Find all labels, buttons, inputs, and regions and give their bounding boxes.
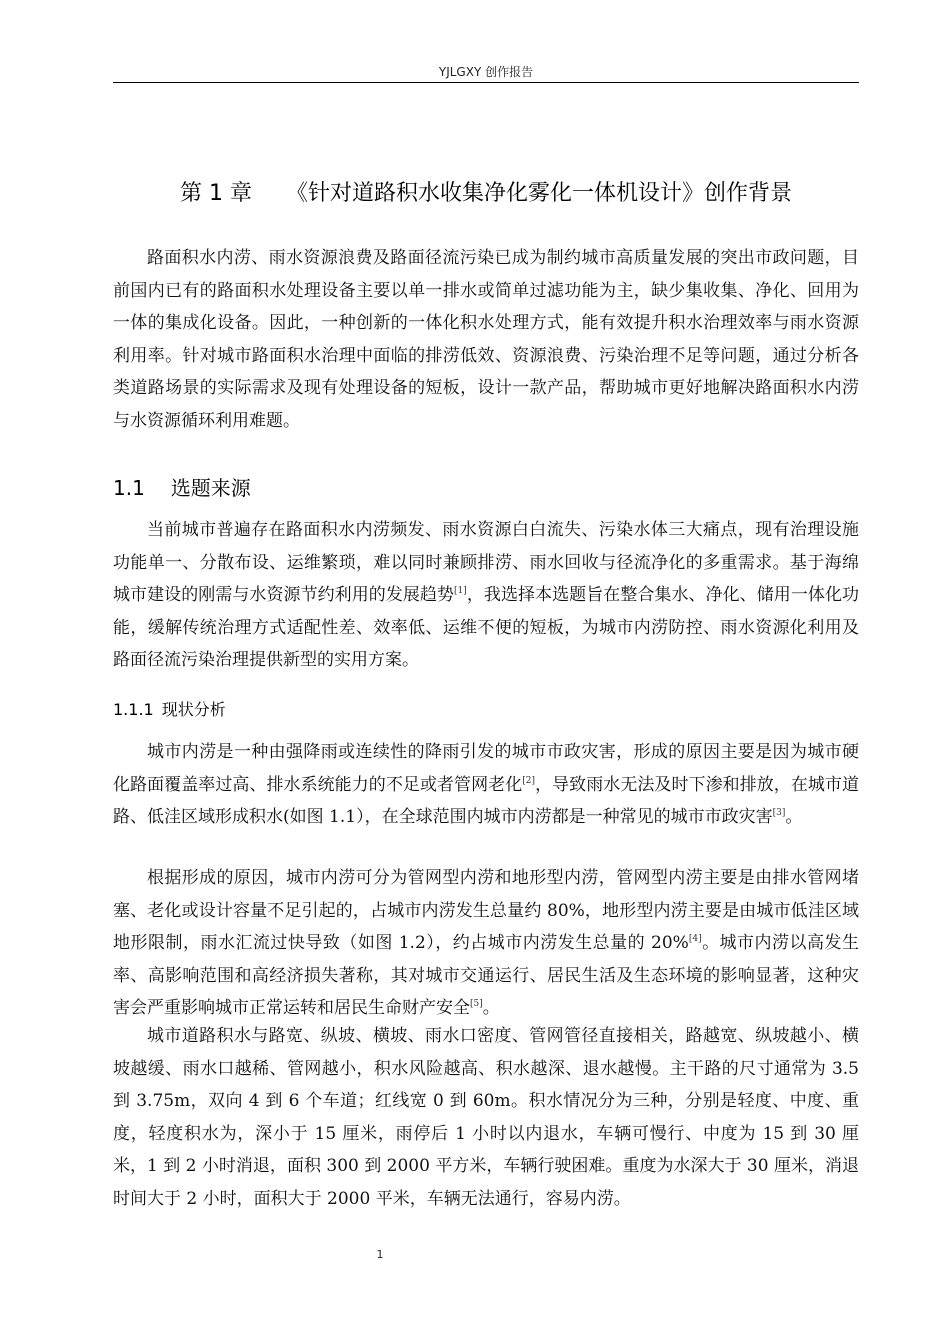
subsection-title-text: 现状分析 [161,700,226,719]
citation-ref: [3] [772,808,786,819]
chapter-label: 第 1 章 [180,181,252,206]
section-title-text: 选题来源 [170,476,251,500]
header-divider [113,82,859,83]
citation-ref: [5] [470,999,483,1010]
chapter-title-text: 《针对道路积水收集净化雾化一体机设计》创作背景 [285,181,792,206]
citation-ref: [1] [454,586,467,597]
paragraph-text: 。 [482,998,500,1019]
section-1-1-paragraph [113,514,859,677]
citation-ref: [2] [522,775,536,786]
paragraph-text: 。城市内涝以高发生率、高影响范围和高经济损失著称，其对城市交通运行、居民生活及生态环境的影响显著，这种灾害会严重影响城市正常运转和居民生命财产安全 [113,933,859,1019]
section-heading-1-1 [113,472,251,504]
chapter-title [113,176,859,212]
page-header: YJLGXY 创作报告 [438,65,534,79]
citation-ref: [4] [688,934,702,945]
page-number: 1 [376,1248,384,1261]
paragraph-text: 当前城市普遍存在路面积水内涝频发、雨水资源白白流失、污染水体三大痛点，现有治理设施功能单一、分散布设、运维繁琐，难以同时兼顾排涝、雨水回收与径流净化的多重需求。基于海绵城市建设的刚需与水资源节约利用的发展趋势 [113,520,859,606]
section-number: 1.1 [113,476,145,500]
intro-paragraph: 路面积水内涝、雨水资源浪费及路面径流污染已成为制约城市高质量发展的突出市政问题，目前国内已有的路面积水处理设备主要以单一排水或简单过滤功能为主，缺少集收集、净化、回用为一体的集成化设备。因此，一种创新的一体化积水处理方式，能有效提升积水治理效率与雨水资源利用率。针对城市路面积水治理中面临的排涝低效、资源浪费、污染治理不足等问题，通过分析各类道路场景的实际需求及现有处理设备的短板，设计一款产品，帮助城市更好地解决路面积水内涝与水资源循环利用难题。 [113,248,859,431]
status-paragraph-3: 城市道路积水与路宽、纵坡、横坡、雨水口密度、管网管径直接相关，路越宽、纵坡越小、横坡越缓、雨水口越稀、管网越小，积水风险越高、积水越深、退水越慢。主干路的尺寸通常为 3.5 到 3.75m，双向 4 到 6 个车道；红线宽 0 到 60m。积水情况分为三种，分别是轻度、中度、重度，轻度积水为，深小于 15 厘米，雨停后 1 小时以内退水，车辆可慢行、中度为 15 到 30 厘米，1 到 2 小时消退，面积 300 到 2000 平方米，车辆行驶困难。重度为水深大于 30 厘米，消退时间大于 2 小时，面积大于 2000 平米，车辆无法通行，容易内涝。 [113,1026,859,1209]
subsection-number: 1.1.1 [113,700,154,719]
paragraph-text: 。 [785,807,803,828]
status-paragraph-2 [113,862,859,1025]
paragraph-text: ，我选择本选题旨在整合集水、净化、储用一体化功能，缓解传统治理方式适配性差、效率低、运维不便的短板，为城市内涝防控、雨水资源化利用及路面径流污染治理提供新型的实用方案。 [113,585,859,671]
paragraph-text: 城市内涝是一种由强降雨或连续性的降雨引发的城市市政灾害，形成的原因主要是因为城市硬化路面覆盖率过高、排水系统能力的不足或者管网老化 [113,742,859,795]
subsection-heading-1-1-1 [113,696,226,724]
paragraph-text: 根据形成的原因，城市内涝可分为管网型内涝和地形型内涝，管网型内涝主要是由排水管网堵塞、老化或设计容量不足引起的，占城市内涝发生总量约 80%，地形型内涝主要是由城市低洼区域地形限制，雨水汇流过快导致（如图 1.2），约占城市内涝发生总量的 20% [113,868,859,954]
status-paragraph-1 [113,736,859,834]
paragraph-text: ，导致雨水无法及时下渗和排放，在城市道路、低洼区域形成积水(如图 1.1），在全球范围内城市内涝都是一种常见的城市市政灾害 [113,774,860,828]
